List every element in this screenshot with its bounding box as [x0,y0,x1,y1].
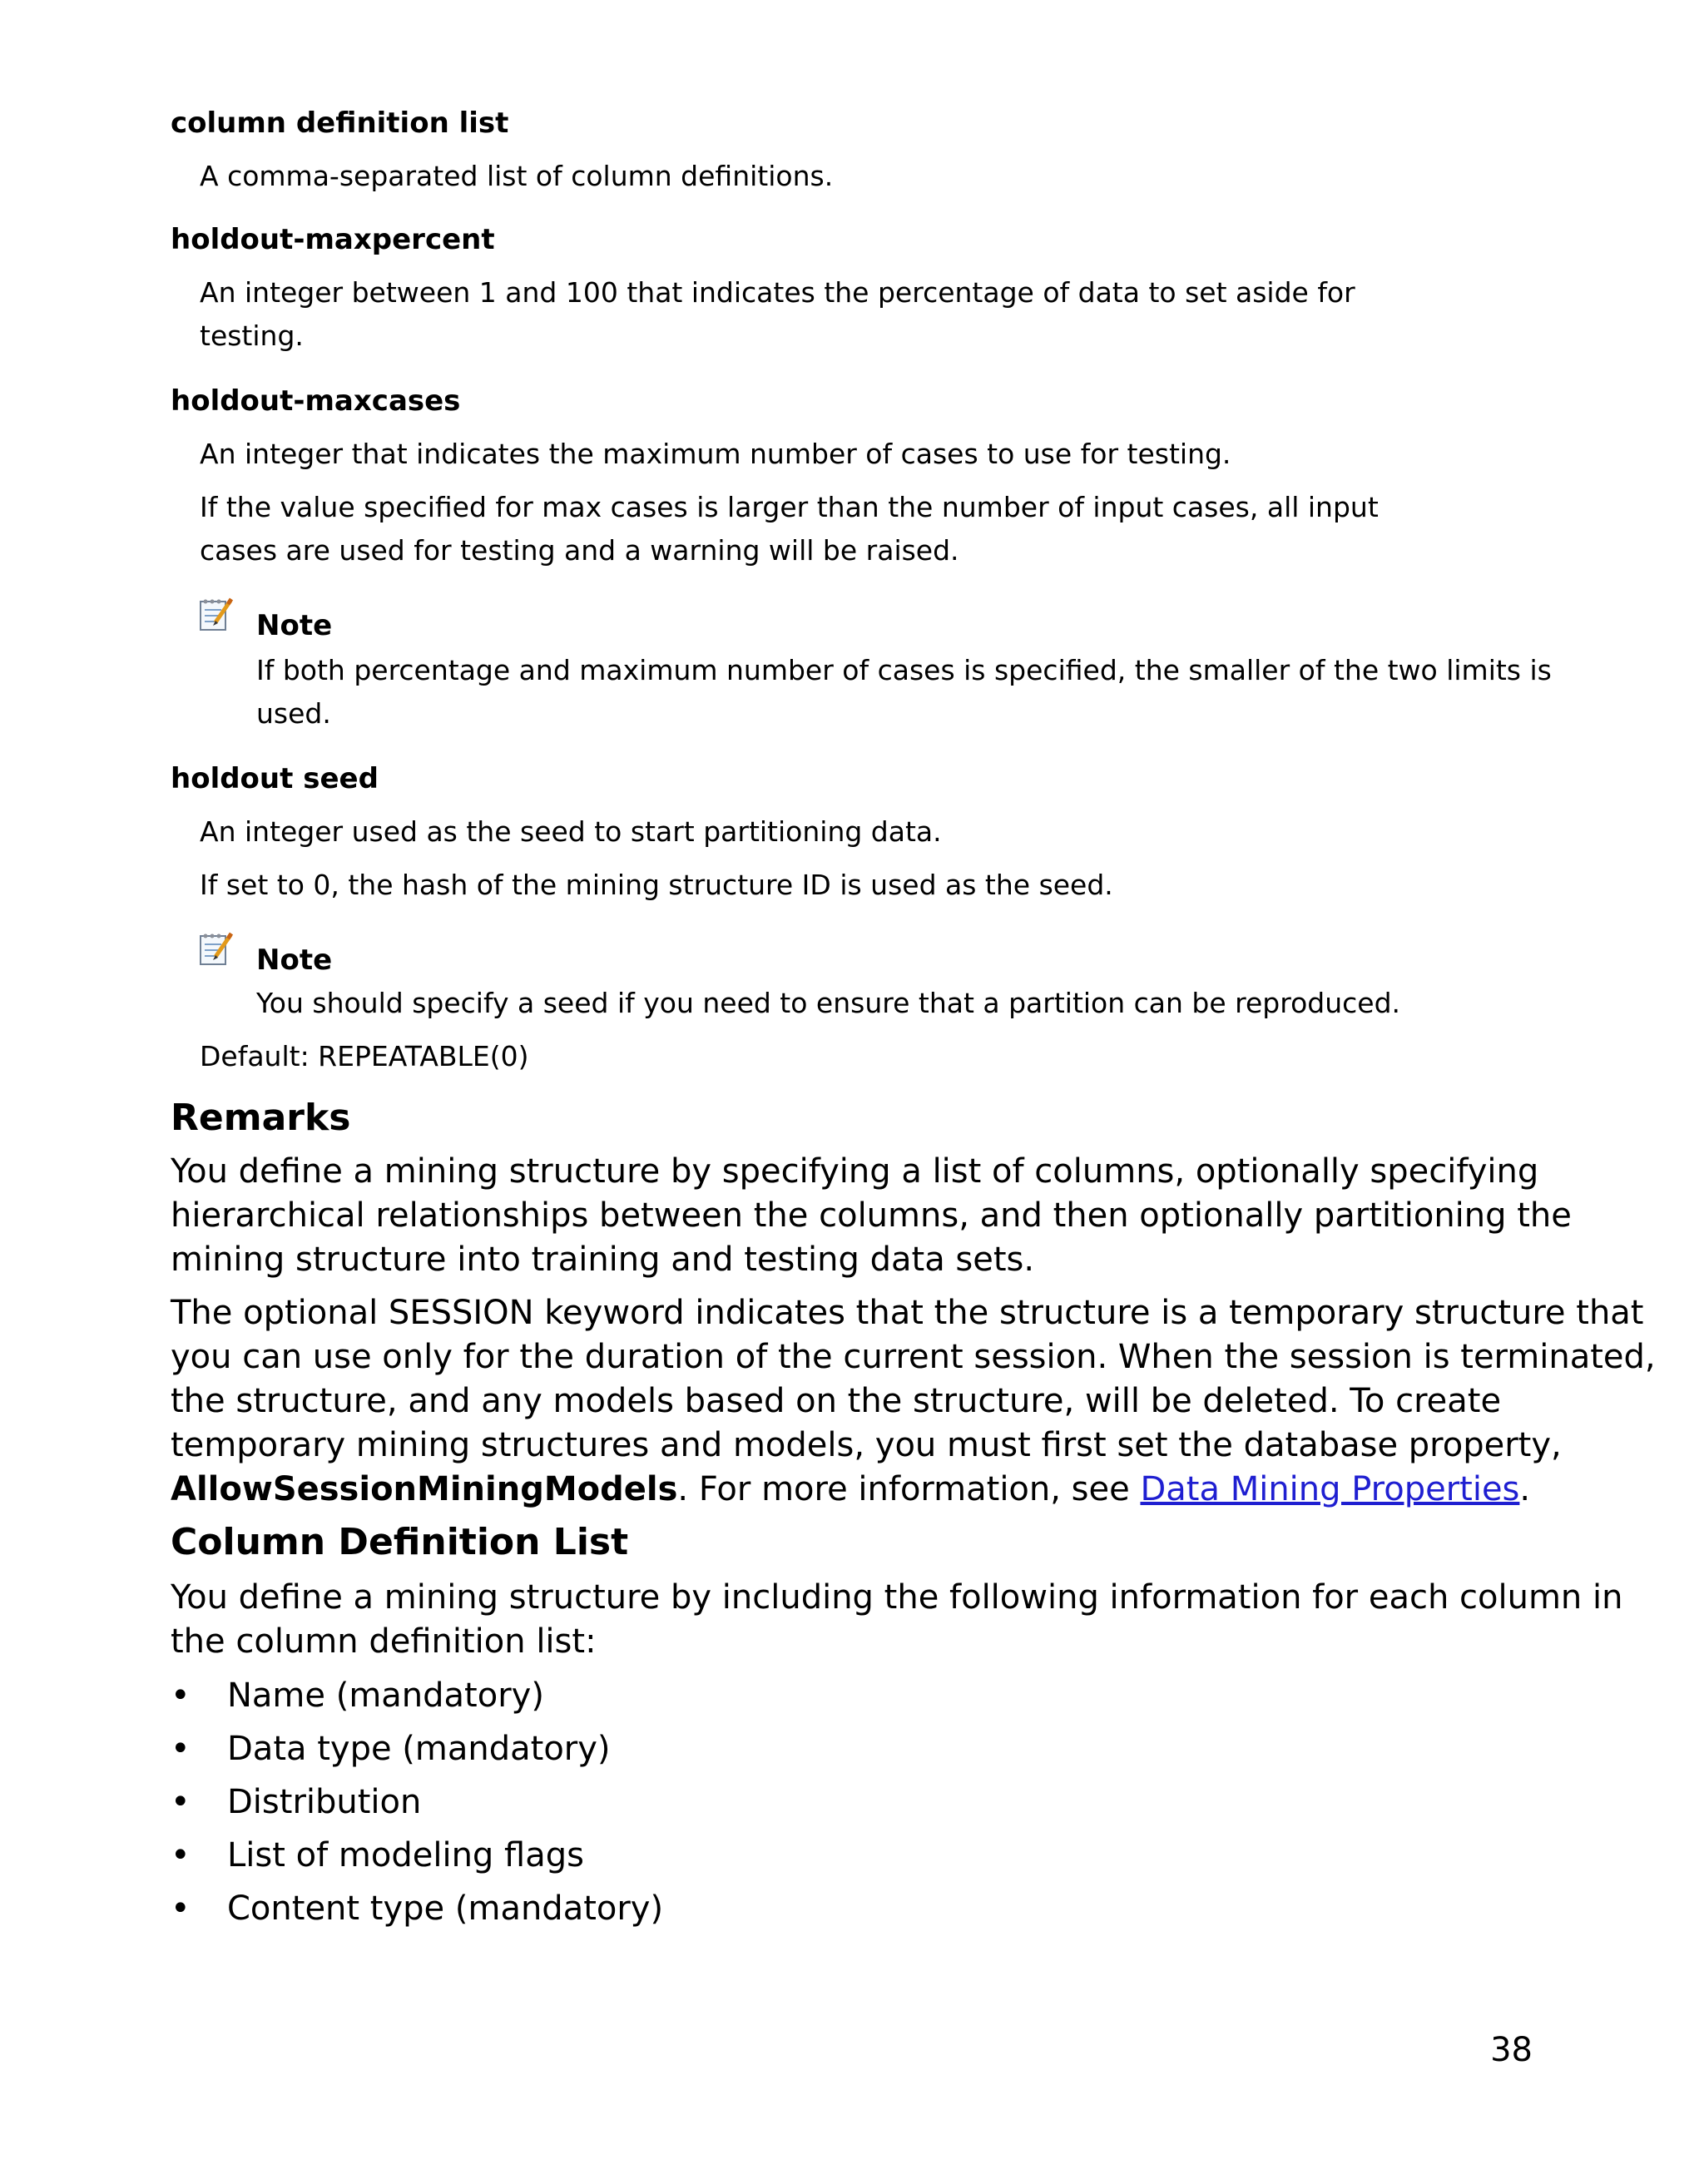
bullet-icon: • [171,1730,191,1768]
property-name: AllowSessionMiningModels [171,1470,678,1508]
list-item-text: Data type (mandatory) [227,1730,611,1768]
remarks-paragraph-1: mining structure into training and testing data sets. [171,1241,1035,1279]
term-description: If the value specified for max cases is larger than the number of input cases, all input [200,491,1379,523]
remarks-paragraph-1: You define a mining structure by specifying a list of columns, optionally specifying [171,1152,1539,1191]
term-description: cases are used for testing and a warning will be raised. [200,534,959,567]
list-item-text: Content type (mandatory) [227,1889,664,1928]
note-title: Note [256,609,333,642]
bullet-icon: • [171,1676,191,1715]
term-description: A comma-separated list of column definitions. [200,160,834,192]
data-mining-properties-link[interactable]: Data Mining Properties [1140,1470,1520,1508]
list-item [171,1726,611,1772]
term-holdout-maxcases: holdout-maxcases [171,384,461,418]
bullet-icon: • [171,1783,191,1821]
remarks-text: . For more information, see [677,1470,1141,1508]
list-item-text: Distribution [227,1783,422,1821]
note-body: used. [256,697,331,730]
remarks-paragraph-2: temporary mining structures and models, you must first set the database property, [171,1426,1562,1464]
remarks-paragraph-2: The optional SESSION keyword indicates that the structure is a temporary structure that [171,1294,1644,1332]
term-description: An integer used as the seed to start partitioning data. [200,815,942,848]
column-definition-list-heading: Column Definition List [171,1521,629,1563]
default-value: Default: REPEATABLE(0) [200,1040,529,1072]
column-definition-intro: the column definition list: [171,1622,597,1661]
note-icon [197,596,235,634]
remarks-heading: Remarks [171,1097,351,1139]
note-icon [197,930,235,968]
list-item [171,1832,584,1879]
list-item [171,1885,663,1932]
list-item [171,1672,544,1719]
list-item-text: List of modeling flags [227,1836,584,1874]
remarks-text: . [1519,1470,1531,1508]
note-body: If both percentage and maximum number of cases is specified, the smaller of the two limits is [256,654,1552,686]
remarks-paragraph-2: the structure, and any models based on the structure, will be deleted. To create [171,1382,1502,1420]
term-description: An integer that indicates the maximum number of cases to use for testing. [200,438,1231,470]
note-title: Note [256,943,333,977]
term-description: If set to 0, the hash of the mining structure ID is used as the seed. [200,869,1113,901]
bullet-icon: • [171,1889,191,1928]
page-number: 38 [1490,2031,1533,2069]
column-definition-intro: You define a mining structure by including the following information for each column in [171,1578,1623,1617]
list-item [171,1779,421,1825]
note-body: You should specify a seed if you need to ensure that a partition can be reproduced. [256,987,1401,1019]
remarks-paragraph-2: you can use only for the duration of the current session. When the session is terminated, [171,1338,1656,1376]
term-holdout-seed: holdout seed [171,762,379,795]
bullet-icon: • [171,1836,191,1874]
remarks-paragraph-2-last-line [171,1468,1530,1512]
term-description: testing. [200,319,304,352]
term-column-definition-list: column definition list [171,106,509,140]
remarks-paragraph-1: hierarchical relationships between the columns, and then optionally partitioning the [171,1196,1572,1235]
list-item-text: Name (mandatory) [227,1676,544,1715]
term-description: An integer between 1 and 100 that indicates the percentage of data to set aside for [200,276,1355,309]
term-holdout-maxpercent: holdout-maxpercent [171,223,495,256]
